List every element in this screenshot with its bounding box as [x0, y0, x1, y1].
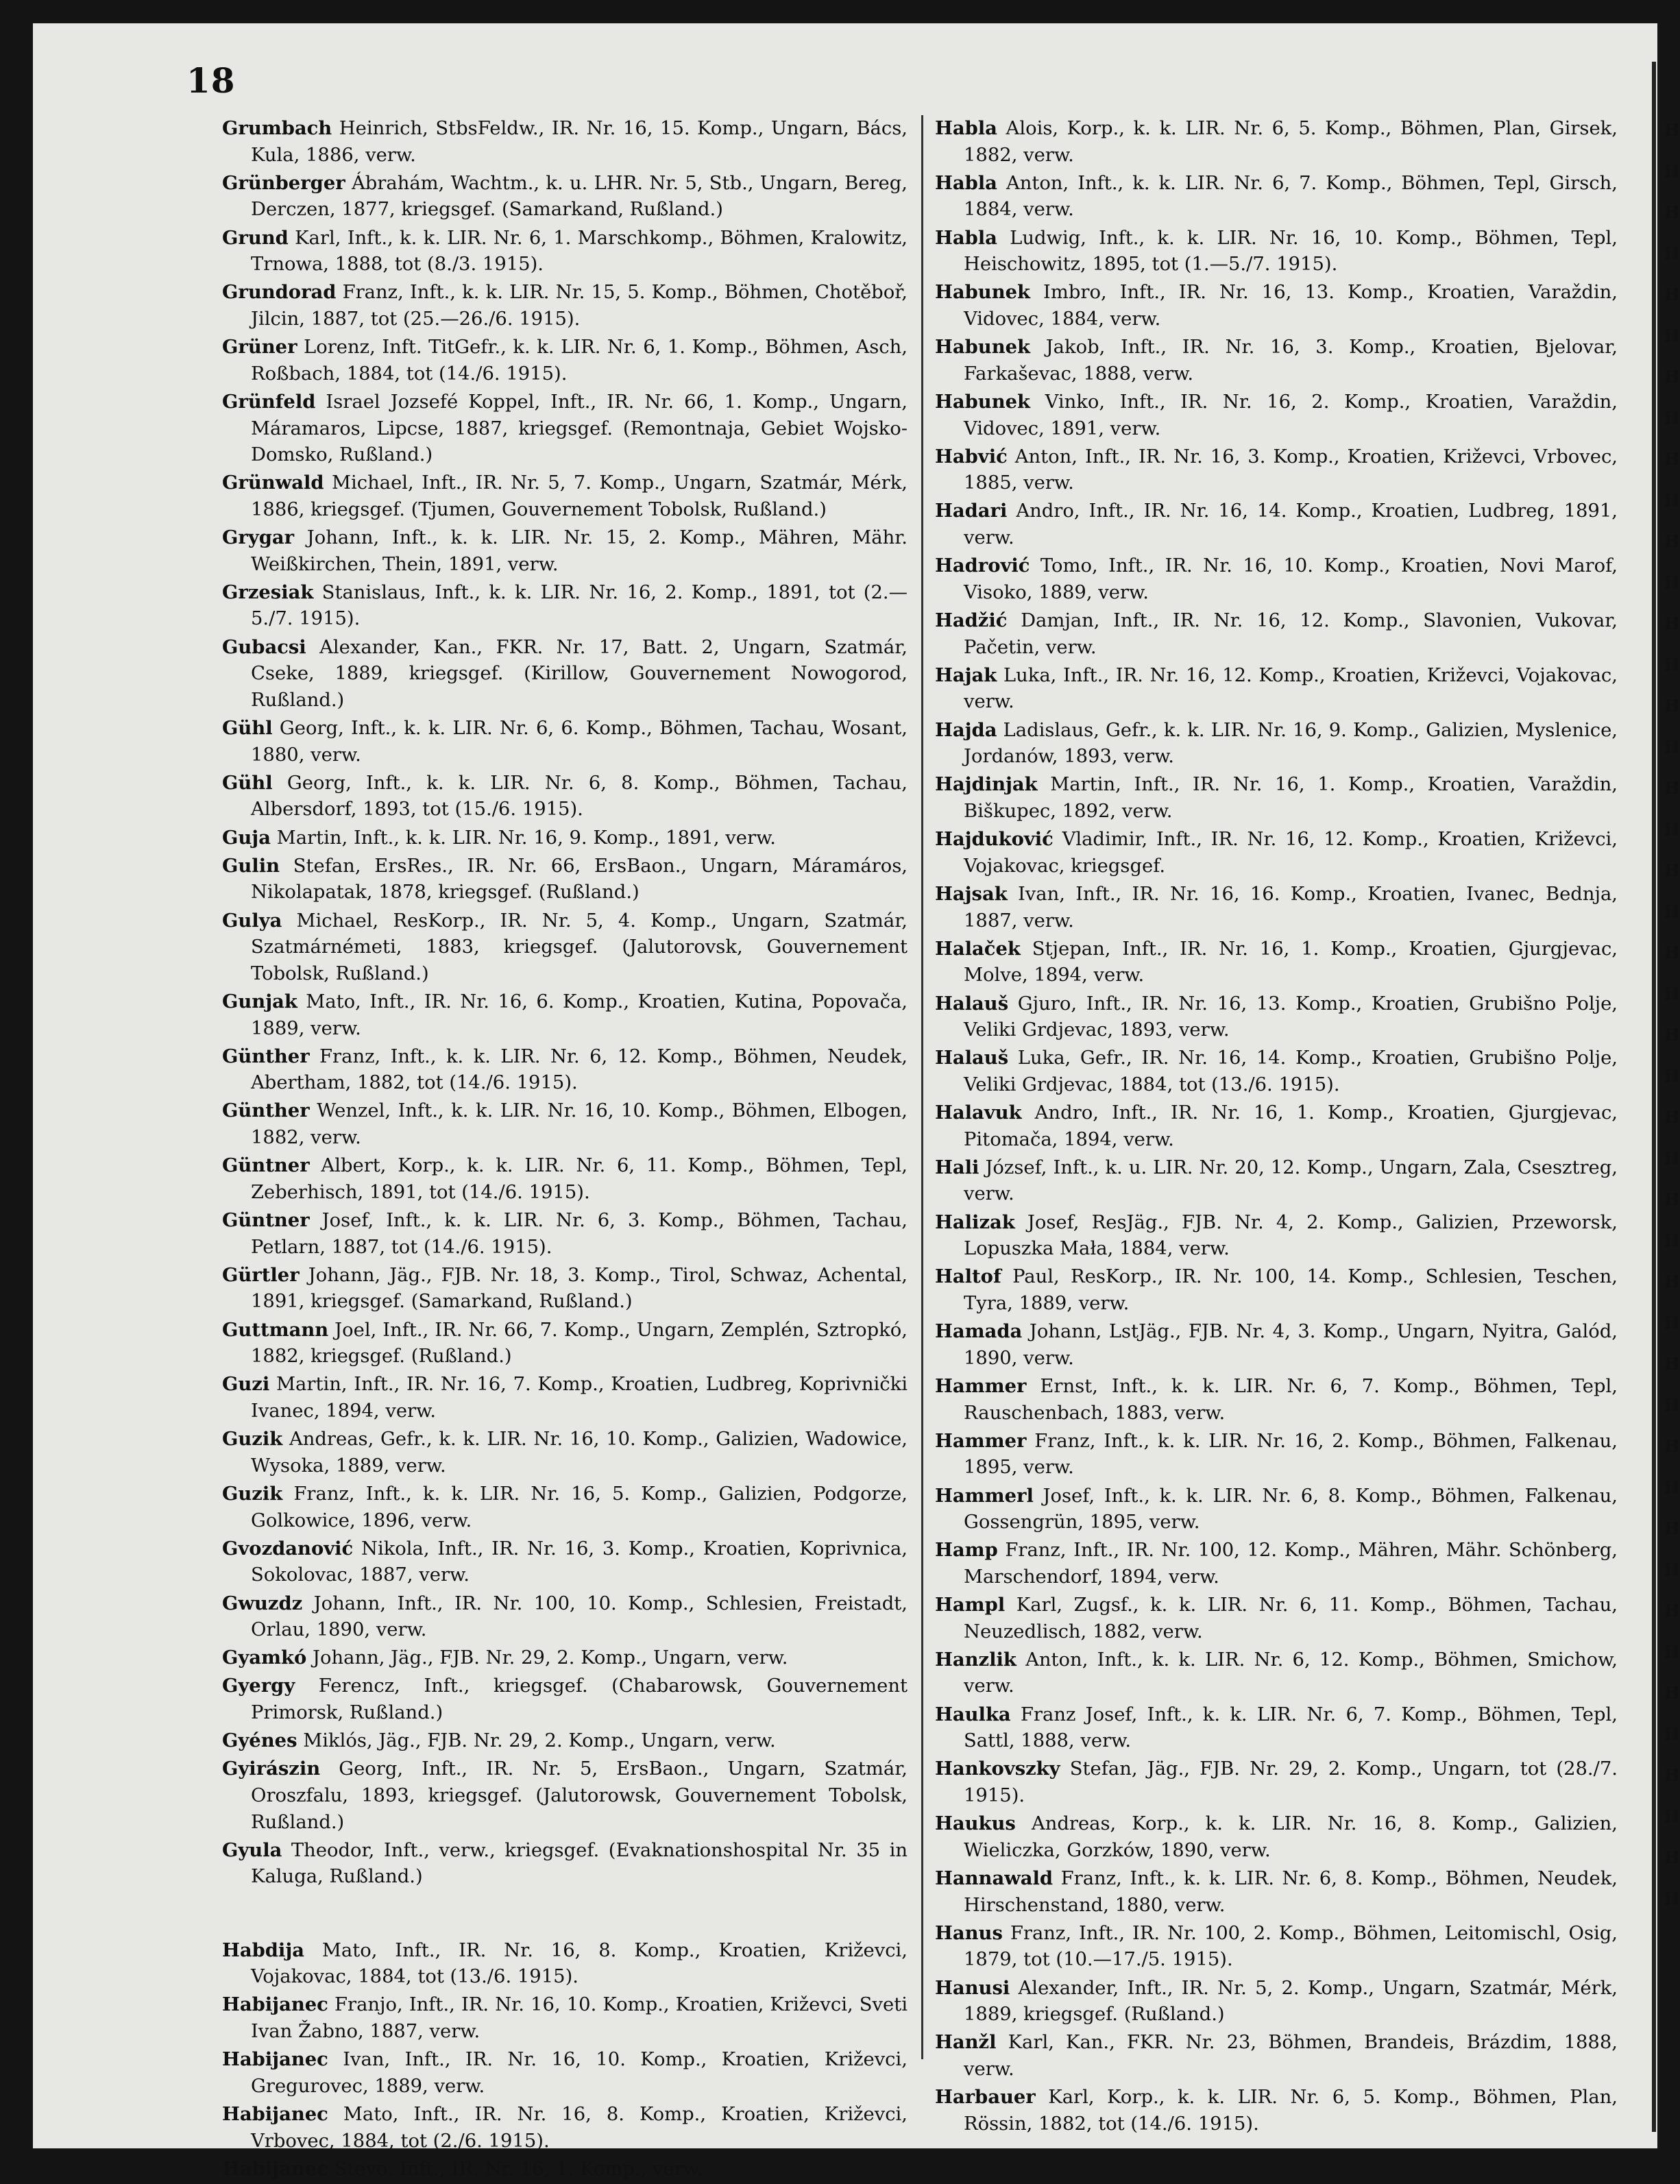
entry-details: Johann, Jäg., FJB. Nr. 18, 3. Komp., Tirol, Schwaz, Achental, 1891, kriegsgef. (Samarkand, Rußland.): [251, 1264, 908, 1313]
entry-details: Heinrich, StbsFeldw., IR. Nr. 16, 15. Komp., Ungarn, Bács, Kula, 1886, verw.: [251, 118, 908, 166]
entry-surname: Hammer: [935, 1374, 1027, 1397]
register-entry: [222, 1317, 908, 1370]
entry-surname: Hamada: [935, 1320, 1023, 1343]
entry-details: Mato, Inft., IR. Nr. 16, 8. Komp., Kroatien, Križevci, Vojakovac, 1884, tot (13./6. 1915).: [251, 1939, 908, 1988]
register-entry: [222, 1152, 908, 1206]
page-edge-rule: [1652, 62, 1656, 2132]
register-entry: [222, 1262, 908, 1315]
entry-details: Johann, LstJäg., FJB. Nr. 4, 3. Komp., Ungarn, Nyitra, Galód, 1890, verw.: [964, 1321, 1618, 1369]
register-entry: [935, 881, 1618, 934]
entry-surname: Hanus: [935, 1921, 1003, 1944]
register-entry: [935, 2084, 1618, 2137]
entry-details: Damjan, Inft., IR. Nr. 16, 12. Komp., Slavonien, Vukovar, Pačetin, verw.: [964, 610, 1618, 658]
register-entry: [935, 225, 1618, 278]
entry-details: Ladislaus, Gefr., k. k. LIR. Nr. 16, 9. Komp., Galizien, Myslenice, Jordanów, 1893, verw.: [964, 719, 1618, 768]
entry-surname: Haltof: [935, 1265, 1001, 1288]
register-entry: [935, 1647, 1618, 1700]
entry-details: Stefan, Jäg., FJB. Nr. 29, 2. Komp., Ungarn, tot (28./7. 1915).: [964, 1758, 1618, 1807]
register-entry: [935, 1975, 1618, 2028]
entry-surname: Grund: [222, 226, 289, 249]
register-entry: [935, 498, 1618, 551]
register-entry: [222, 1097, 908, 1151]
entry-surname: Hampl: [935, 1594, 1006, 1616]
entry-surname: Habunek: [935, 390, 1031, 413]
register-entry: [222, 1756, 908, 1836]
entry-surname: Habla: [935, 117, 997, 139]
entry-surname: Gürtler: [222, 1263, 300, 1286]
entry-surname: Hajsak: [935, 882, 1008, 905]
register-entry: [222, 1837, 908, 1891]
entry-surname: Gyergy: [222, 1675, 295, 1697]
entry-details: Ábrahám, Wachtm., k. u. LHR. Nr. 5, Stb., Ungarn, Bereg, Derczen, 1877, kriegsgef. (Samarkand, Rußland.): [251, 172, 908, 221]
column-divider: [921, 115, 923, 2059]
register-entry: [222, 2156, 908, 2183]
right-column: [935, 115, 1618, 2139]
entry-surname: Grzesiak: [222, 581, 314, 603]
entry-surname: Guzi: [222, 1373, 270, 1396]
entry-surname: Hadžić: [935, 609, 1008, 632]
register-entry: [222, 634, 908, 714]
register-entry: [935, 1537, 1618, 1590]
entry-details: Georg, Inft., k. k. LIR. Nr. 6, 6. Komp., Böhmen, Tachau, Wosant, 1880, verw.: [251, 718, 908, 766]
register-entry: [222, 1426, 908, 1479]
register-entry: [222, 988, 908, 1042]
entry-surname: Hali: [935, 1156, 979, 1178]
register-entry: [935, 1701, 1618, 1755]
adjacent-page-edge: H H H H H H H H H H H H H H H H H H H H H H H H H H H H H H H H H H H H H H H H H H H H: [1664, 120, 1680, 1908]
register-entry: [222, 389, 908, 469]
entry-details: Franz, Inft., IR. Nr. 100, 2. Komp., Böhmen, Leitomischl, Osig, 1879, tot (10.—17./5. 1915).: [964, 1922, 1618, 1971]
entry-details: Franz, Inft., IR. Nr. 100, 12. Komp., Mähren, Mähr. Schönberg, Marschendorf, 1894, verw.: [964, 1540, 1618, 1588]
register-entry: [222, 1043, 908, 1097]
entry-surname: Gubacsi: [222, 635, 306, 658]
register-entry: [935, 717, 1618, 771]
entry-details: Ivan, Inft., IR. Nr. 16, 10. Komp., Kroatien, Križevci, Gregurovec, 1889, verw.: [251, 2049, 908, 2097]
entry-surname: Grüner: [222, 336, 297, 359]
register-entry: [935, 1920, 1618, 1974]
entry-surname: Habijanec: [222, 1993, 328, 2016]
entry-surname: Hajak: [935, 664, 997, 686]
register-entry: [935, 1592, 1618, 1645]
entry-details: Luka, Inft., IR. Nr. 16, 12. Komp., Kroatien, Križevci, Vojakovac, verw.: [964, 664, 1618, 713]
entry-details: Ferencz, Inft., kriegsgef. (Chabarowsk, Gouvernement Primorsk, Rußland.): [251, 1675, 908, 1724]
entry-details: Albert, Korp., k. k. LIR. Nr. 6, 11. Komp., Böhmen, Tepl, Zeberhisch, 1891, tot (14./6. 1915).: [251, 1155, 908, 1203]
register-entry: [935, 334, 1618, 387]
entry-surname: Habunek: [935, 336, 1031, 359]
register-entry: [222, 579, 908, 633]
entry-surname: Gyula: [222, 1839, 282, 1861]
register-entry: [222, 908, 908, 988]
entry-surname: Hajdinjak: [935, 773, 1038, 796]
entry-surname: Gühl: [222, 717, 273, 739]
register-entry: [222, 470, 908, 523]
entry-surname: Hammer: [935, 1429, 1027, 1452]
register-entry: [935, 1865, 1618, 1919]
register-entry: [222, 2101, 908, 2155]
entry-details: Joel, Inft., IR. Nr. 66, 7. Komp., Ungarn, Zemplén, Sztropkó, 1882, kriegsgef. (Rußland.): [251, 1319, 908, 1368]
register-entry: [222, 1937, 908, 1991]
entry-details: Franz, Inft., k. k. LIR. Nr. 15, 5. Komp., Böhmen, Chotěboř, Jilcin, 1887, tot (25.—26./6. 1915).: [251, 282, 908, 330]
entry-surname: Haukus: [935, 1812, 1016, 1835]
register-entry: [935, 1154, 1618, 1208]
entry-details: Jakob, Inft., IR. Nr. 16, 3. Komp., Kroatien, Bjelovar, Farkaševac, 1888, verw.: [964, 337, 1618, 385]
register-entry: [935, 662, 1618, 716]
entry-surname: Halizak: [935, 1211, 1015, 1233]
entry-details: Andro, Inft., IR. Nr. 16, 14. Komp., Kroatien, Ludbreg, 1891, verw.: [964, 500, 1618, 549]
entry-details: Martin, Inft., IR. Nr. 16, 7. Komp., Kroatien, Ludbreg, Koprivnički Ivanec, 1894, verw.: [251, 1374, 908, 1422]
entry-surname: Habla: [935, 226, 997, 249]
register-entry: [935, 1318, 1618, 1372]
entry-details: Michael, ResKorp., IR. Nr. 5, 4. Komp., Ungarn, Szatmár, Szatmárnémeti, 1883, kriegsgef. (Jalutorovsk, Gouvernement Tobolsk, Rußland.): [251, 910, 908, 984]
entry-surname: Hadari: [935, 500, 1008, 522]
register-entry: [222, 170, 908, 223]
entry-surname: Grygar: [222, 526, 295, 549]
entry-surname: Habijanec: [222, 2157, 328, 2180]
entry-details: Georg, Inft., IR. Nr. 5, ErsBaon., Ungarn, Szatmár, Oroszfalu, 1893, kriegsgef. (Jalutorowsk, Gouvernement Tobolsk, Rußland.): [251, 1758, 908, 1833]
register-entry: [222, 1645, 908, 1672]
entry-details: Johann, Inft., IR. Nr. 100, 10. Komp., Schlesien, Freistadt, Orlau, 1890, verw.: [251, 1592, 908, 1641]
entry-details: Anton, Inft., IR. Nr. 16, 3. Komp., Kroatien, Križevci, Vrbovec, 1885, verw.: [964, 446, 1618, 494]
entry-surname: Hamp: [935, 1539, 998, 1562]
register-entry: [935, 936, 1618, 989]
register-entry: [222, 334, 908, 387]
entry-details: Franz, Inft., k. k. LIR. Nr. 16, 2. Komp., Böhmen, Falkenau, 1895, verw.: [964, 1430, 1618, 1479]
register-entry: [935, 1209, 1618, 1263]
entry-details: Johann, Inft., k. k. LIR. Nr. 15, 2. Komp., Mähren, Mähr. Weißkirchen, Thein, 1891, verw.: [251, 527, 908, 575]
register-entry: [935, 444, 1618, 497]
register-entry: [222, 853, 908, 906]
entry-details: Franz, Inft., k. k. LIR. Nr. 6, 8. Komp., Böhmen, Neudek, Hirschenstand, 1880, verw.: [964, 1868, 1618, 1916]
entry-surname: Grünwald: [222, 472, 324, 494]
entry-surname: Grünfeld: [222, 390, 316, 413]
entry-details: Lorenz, Inft. TitGefr., k. k. LIR. Nr. 6, 1. Komp., Böhmen, Asch, Roßbach, 1884, tot (14./6. 1915).: [251, 337, 908, 385]
entry-details: Gjuro, Inft., IR. Nr. 16, 13. Komp., Kroatien, Grubišno Polje, Veliki Grdjevac, 1893, verw.: [964, 993, 1618, 1041]
register-entry: [222, 825, 908, 852]
register-entry: [935, 553, 1618, 606]
entry-surname: Guzik: [222, 1482, 283, 1505]
entry-surname: Habla: [935, 171, 997, 194]
register-entry: [935, 1810, 1618, 1864]
entry-details: Theodor, Inft., verw., kriegsgef. (Evaknationshospital Nr. 35 in Kaluga, Rußland.): [251, 1839, 908, 1888]
entry-details: Karl, Korp., k. k. LIR. Nr. 6, 5. Komp., Böhmen, Plan, Rössin, 1882, tot (14./6. 1915).: [964, 2087, 1618, 2135]
entry-surname: Günther: [222, 1045, 310, 1067]
entry-details: Martin, Inft., k. k. LIR. Nr. 16, 9. Komp., 1891, verw.: [270, 827, 776, 849]
entry-details: Josef, Inft., k. k. LIR. Nr. 6, 8. Komp., Böhmen, Falkenau, Gossengrün, 1895, verw.: [964, 1485, 1618, 1533]
entry-surname: Habijanec: [222, 2102, 328, 2125]
entry-details: Alois, Korp., k. k. LIR. Nr. 6, 5. Komp., Böhmen, Plan, Girsek, 1882, verw.: [964, 118, 1618, 166]
entry-surname: Hadrović: [935, 555, 1030, 577]
entry-details: Stevo, Inft., IR. Nr. 16, 1. Komp., verw.: [328, 2158, 703, 2180]
entry-surname: Gühl: [222, 771, 273, 794]
register-entry: [935, 771, 1618, 825]
entry-details: Martin, Inft., IR. Nr. 16, 1. Komp., Kroatien, Varaždin, Biškupec, 1892, verw.: [964, 774, 1618, 822]
page: [33, 23, 1657, 2180]
entry-details: Alexander, Kan., FKR. Nr. 17, Batt. 2, Ungarn, Szatmár, Cseke, 1889, kriegsgef. (Kirillow, Gouvernement Nowogorod, Rußland.): [251, 636, 908, 711]
entry-details: Stjepan, Inft., IR. Nr. 16, 1. Komp., Kroatien, Gjurgjevac, Molve, 1894, verw.: [964, 938, 1618, 986]
entry-details: Anton, Inft., k. k. LIR. Nr. 6, 7. Komp., Böhmen, Tepl, Girsch, 1884, verw.: [964, 172, 1618, 221]
register-entry: [222, 715, 908, 768]
entry-surname: Halaček: [935, 937, 1021, 960]
entry-details: Wenzel, Inft., k. k. LIR. Nr. 16, 10. Komp., Böhmen, Elbogen, 1882, verw.: [251, 1100, 908, 1149]
entry-surname: Halauš: [935, 1047, 1009, 1069]
entry-surname: Grumbach: [222, 117, 332, 139]
register-entry: [935, 1100, 1618, 1153]
entry-details: Georg, Inft., k. k. LIR. Nr. 6, 8. Komp., Böhmen, Tachau, Albersdorf, 1893, tot (15./6. 1915).: [251, 772, 908, 821]
register-entry: [222, 2046, 908, 2100]
entry-surname: Hannawald: [935, 1867, 1054, 1889]
register-entry: [935, 1045, 1618, 1098]
register-entry: [935, 279, 1618, 332]
register-entry: [222, 1727, 908, 1755]
entry-details: Karl, Kan., FKR. Nr. 23, Böhmen, Brandeis, Brázdim, 1888, verw.: [964, 2032, 1618, 2080]
entry-details: Imbro, Inft., IR. Nr. 16, 13. Komp., Kroatien, Varaždin, Vidovec, 1884, verw.: [964, 282, 1618, 330]
entry-details: József, Inft., k. u. LIR. Nr. 20, 12. Komp., Ungarn, Zala, Csesztreg, verw.: [964, 1156, 1618, 1205]
register-entry: [935, 826, 1618, 879]
entry-surname: Grünberger: [222, 171, 345, 194]
entry-details: Ernst, Inft., k. k. LIR. Nr. 6, 7. Komp., Böhmen, Tepl, Rauschenbach, 1883, verw.: [964, 1375, 1618, 1424]
entry-surname: Gyirászin: [222, 1758, 321, 1780]
entry-surname: Gvozdanović: [222, 1537, 354, 1560]
entry-surname: Hanzlik: [935, 1648, 1016, 1671]
register-entry: [935, 1428, 1618, 1481]
entry-surname: Gulya: [222, 909, 282, 932]
entry-details: Ludwig, Inft., k. k. LIR. Nr. 16, 10. Komp., Böhmen, Tepl, Heischowitz, 1895, tot (1.—5./7. 1915).: [964, 227, 1618, 276]
register-entry: [222, 1371, 908, 1424]
register-entry: [935, 170, 1618, 223]
entry-details: Paul, ResKorp., IR. Nr. 100, 14. Komp., Schlesien, Teschen, Tyra, 1889, verw.: [964, 1266, 1618, 1314]
entry-details: Ivan, Inft., IR. Nr. 16, 16. Komp., Kroatien, Ivanec, Bednja, 1887, verw.: [964, 883, 1618, 932]
entry-details: Stanislaus, Inft., k. k. LIR. Nr. 16, 2. Komp., 1891, tot (2.—5./7. 1915).: [251, 581, 908, 630]
entry-surname: Habijanec: [222, 2048, 328, 2071]
left-column: [222, 115, 908, 2184]
entry-surname: Güntner: [222, 1209, 310, 1232]
entry-details: Franz Josef, Inft., k. k. LIR. Nr. 6, 7. Komp., Böhmen, Tepl, Sattl, 1888, verw.: [964, 1703, 1618, 1752]
entry-details: Michael, Inft., IR. Nr. 5, 7. Komp., Ungarn, Szatmár, Mérk, 1886, kriegsgef. (Tjumen, Gouvernement Tobolsk, Rußland.): [251, 472, 908, 520]
register-entry: [935, 1263, 1618, 1317]
entry-surname: Günther: [222, 1100, 310, 1122]
entry-details: Josef, ResJäg., FJB. Nr. 4, 2. Komp., Galizien, Przeworsk, Lopuszka Mała, 1884, verw.: [964, 1211, 1618, 1260]
entry-surname: Habvić: [935, 445, 1008, 468]
register-entry: [935, 1483, 1618, 1536]
entry-surname: Guttmann: [222, 1318, 329, 1341]
entry-details: Andreas, Korp., k. k. LIR. Nr. 16, 8. Komp., Galizien, Wieliczka, Gorzków, 1890, verw.: [964, 1813, 1618, 1861]
entry-surname: Halavuk: [935, 1102, 1022, 1124]
entry-surname: Hammerl: [935, 1484, 1034, 1507]
register-entry: [222, 279, 908, 332]
register-entry: [935, 607, 1618, 661]
entry-details: Nikola, Inft., IR. Nr. 16, 3. Komp., Kroatien, Koprivnica, Sokolovac, 1887, verw.: [251, 1538, 908, 1586]
entry-surname: Gyamkó: [222, 1647, 307, 1669]
entry-details: Franz, Inft., k. k. LIR. Nr. 6, 12. Komp., Böhmen, Neudek, Abertham, 1882, tot (14./6. 1915).: [251, 1045, 908, 1094]
register-entry: [222, 770, 908, 823]
entry-surname: Harbauer: [935, 2086, 1036, 2109]
entry-surname: Hajda: [935, 718, 997, 741]
entry-details: Vinko, Inft., IR. Nr. 16, 2. Komp., Kroatien, Varaždin, Vidovec, 1891, verw.: [964, 391, 1618, 439]
register-entry: [935, 115, 1618, 169]
entry-details: Andreas, Gefr., k. k. LIR. Nr. 16, 10. Komp., Galizien, Wadowice, Wysoka, 1889, verw.: [251, 1429, 908, 1477]
entry-details: Vladimir, Inft., IR. Nr. 16, 12. Komp., Kroatien, Križevci, Vojakovac, kriegsgef.: [964, 829, 1618, 877]
register-entry: [222, 1481, 908, 1534]
entry-details: Mato, Inft., IR. Nr. 16, 6. Komp., Kroatien, Kutina, Popovača, 1889, verw.: [251, 991, 908, 1039]
entry-surname: Hanusi: [935, 1976, 1010, 1999]
entry-surname: Hankovszky: [935, 1758, 1060, 1780]
register-entry: [935, 1373, 1618, 1427]
register-entry: [222, 115, 908, 169]
entry-details: Miklós, Jäg., FJB. Nr. 29, 2. Komp., Ungarn, verw.: [297, 1730, 776, 1752]
register-entry: [935, 389, 1618, 442]
entry-details: Josef, Inft., k. k. LIR. Nr. 6, 3. Komp., Böhmen, Tachau, Petlarn, 1887, tot (14./6. 1915).: [251, 1210, 908, 1258]
entry-surname: Habdija: [222, 1939, 304, 1961]
register-entry: [222, 1207, 908, 1261]
register-entry: [935, 2029, 1618, 2083]
register-entry: [222, 1991, 908, 2045]
entry-details: Franz, Inft., k. k. LIR. Nr. 16, 5. Komp., Galizien, Podgorze, Golkowice, 1896, verw.: [251, 1483, 908, 1531]
register-entry: [222, 1590, 908, 1644]
section-gap: [222, 1892, 908, 1937]
entry-details: Israel Jozsefé Koppel, Inft., IR. Nr. 66, 1. Komp., Ungarn, Máramaros, Lipcse, 1887, kriegsgef. (Remontnaja, Gebiet Wojsko-Domsko, Rußland.): [251, 391, 908, 466]
entry-details: Karl, Zugsf., k. k. LIR. Nr. 6, 11. Komp., Böhmen, Tachau, Neuzedlisch, 1882, verw.: [964, 1594, 1618, 1642]
page-number: 18: [186, 60, 236, 101]
entry-surname: Haulka: [935, 1703, 1011, 1725]
entry-details: Luka, Gefr., IR. Nr. 16, 14. Komp., Kroatien, Grubišno Polje, Veliki Grdjevac, 1884, tot (13./6. 1915).: [964, 1047, 1618, 1095]
register-entry: [935, 1756, 1618, 1809]
entry-details: Stefan, ErsRes., IR. Nr. 66, ErsBaon., Ungarn, Máramáros, Nikolapatak, 1878, kriegsgef. (Rußland.): [251, 855, 908, 903]
entry-surname: Gyénes: [222, 1730, 297, 1752]
entry-surname: Gulin: [222, 854, 280, 877]
entry-details: Karl, Inft., k. k. LIR. Nr. 6, 1. Marschkomp., Böhmen, Kralowitz, Trnowa, 1888, tot (8./3. 1915).: [251, 227, 908, 276]
entry-surname: Habunek: [935, 281, 1031, 304]
entry-details: Johann, Jäg., FJB. Nr. 29, 2. Komp., Ungarn, verw.: [306, 1647, 788, 1669]
register-entry: [222, 225, 908, 278]
entry-surname: Gunjak: [222, 990, 297, 1012]
register-entry: [935, 991, 1618, 1044]
entry-details: Tomo, Inft., IR. Nr. 16, 10. Komp., Kroatien, Novi Marof, Visoko, 1889, verw.: [964, 555, 1618, 603]
entry-surname: Guja: [222, 826, 271, 849]
register-entry: [222, 1536, 908, 1589]
entry-details: Franjo, Inft., IR. Nr. 16, 10. Komp., Kroatien, Križevci, Sveti Ivan Žabno, 1887, verw.: [251, 1994, 908, 2042]
entry-details: Andro, Inft., IR. Nr. 16, 1. Komp., Kroatien, Gjurgjevac, Pitomača, 1894, verw.: [964, 1102, 1618, 1150]
entry-surname: Hanžl: [935, 2031, 997, 2054]
entry-surname: Güntner: [222, 1154, 310, 1177]
entry-surname: Gwuzdz: [222, 1592, 303, 1614]
entry-details: Alexander, Inft., IR. Nr. 5, 2. Komp., Ungarn, Szatmár, Mérk, 1889, kriegsgef. (Rußland.): [964, 1977, 1618, 2026]
entry-surname: Guzik: [222, 1428, 283, 1451]
entry-details: Anton, Inft., k. k. LIR. Nr. 6, 12. Komp., Böhmen, Smichow, verw.: [964, 1649, 1618, 1697]
entry-surname: Grundorad: [222, 281, 337, 304]
entry-surname: Hajduković: [935, 828, 1054, 851]
register-entry: [222, 1673, 908, 1726]
register-entry: [222, 524, 908, 578]
entry-details: Mato, Inft., IR. Nr. 16, 8. Komp., Kroatien, Križevci, Vrbovec, 1884, tot (2./6. 1915).: [251, 2103, 908, 2152]
entry-surname: Halauš: [935, 992, 1009, 1015]
